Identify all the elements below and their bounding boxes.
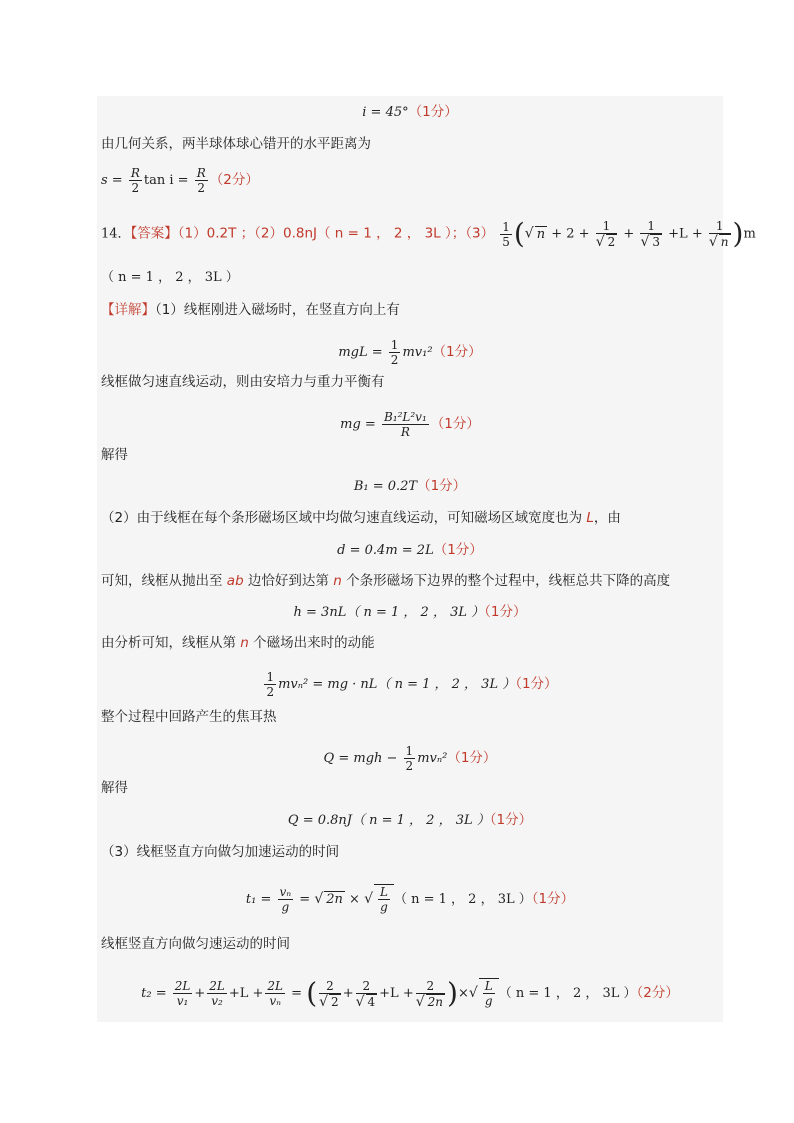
text-solve-1: 解得 xyxy=(101,447,128,463)
text-part3: （3）线框竖直方向做匀加速运动的时间 xyxy=(101,844,340,860)
eq-q-result: Q = 0.8nJ（ n = 1 ， 2 ， 3L ）（1分） xyxy=(287,812,533,828)
eq-horizontal-distance: s = $\frac{R}{2}$ tan i = $\frac{R}{2}$ （2分） xyxy=(101,166,259,195)
text-uniform-time: 线框竖直方向做匀速运动的时间 xyxy=(101,936,290,952)
text-geometry: 由几何关系，两半球体球心错开的水平距离为 xyxy=(101,136,371,152)
text-part2: （2）由于线框在每个条形磁场区域中均做匀速直线运动，可知磁场区域宽度也为 L，由 xyxy=(101,510,621,526)
text-total-drop: 可知，线框从抛出至 ab 边恰好到达第 n 个条形磁场下边界的整个过程中，线框总共下降的高度 xyxy=(101,573,671,589)
eq-height: h = 3nL（ n = 1 ， 2 ， 3L ）（1分） xyxy=(293,604,527,620)
detail-heading: 【详解】（1）线框刚进入磁场时，在竖直方向上有 xyxy=(101,302,400,318)
text-kinetic-energy: 由分析可知，线框从第 n 个磁场出来时的动能 xyxy=(101,635,375,651)
eq-t2: t₂ = $\frac{2L}{\text{v₁}}$ + $\frac{2L}{\text{v₂}}$ +L + $\frac{2L}{\text{vₙ}}$ = ( $\frac{2}{√ 2}$ + $\frac{2}{√ 4}$ +L + $\frac{2}{√ 2n}$ )×√ $\frac{L}{g}$ （ n = 1 ， 2 ， 3L ）（2分） xyxy=(141,976,679,1010)
eq-kinetic-energy: $\frac{1}{2}$ mvₙ² = mg · nL（ n = 1 ， 2 ， 3L ）（1分） xyxy=(266,670,558,699)
eq-incidence-angle: i = 45°（1分） xyxy=(362,104,458,120)
text-force-balance: 线框做匀速直线运动，则由安培力与重力平衡有 xyxy=(101,374,385,390)
text-solve-2: 解得 xyxy=(101,780,128,796)
eq-force-balance: mg = $\frac{\text{B₁²L²v₁}}{R}$ （1分） xyxy=(340,410,480,439)
eq-energy-entry: mgL = $\frac{1}{2}$ mv₁²（1分） xyxy=(338,338,482,367)
eq-joule-heat: Q = mgh − $\frac{1}{2}$ mvₙ²（1分） xyxy=(323,744,497,773)
eq-field-width: d = 0.4m = 2L（1分） xyxy=(337,542,483,558)
answer-line: 14．【答案】（1）0.2T ；（2）0.8nJ（ n = 1 ， 2 ， 3L ）；（3） $\frac{1}{5}$ (√ n + 2 + $\frac{1}{√ 2}$ + $\frac{1}{√ 3}$ +L + $\frac{1}{√ n}$ )m xyxy=(101,217,756,250)
eq-b1-result: B₁ = 0.2T（1分） xyxy=(353,478,467,494)
eq-t1: t₁ = $\frac{\text{vₙ}}{g}$ = √ 2n × √ $\frac{L}{g}$ （ n = 1 ， 2 ， 3L ）（1分） xyxy=(245,885,575,914)
answer-n-range: （ n = 1 ， 2 ， 3L ） xyxy=(101,270,239,285)
answer-sheet xyxy=(97,96,756,1022)
text-joule-heat: 整个过程中回路产生的焦耳热 xyxy=(101,709,277,725)
